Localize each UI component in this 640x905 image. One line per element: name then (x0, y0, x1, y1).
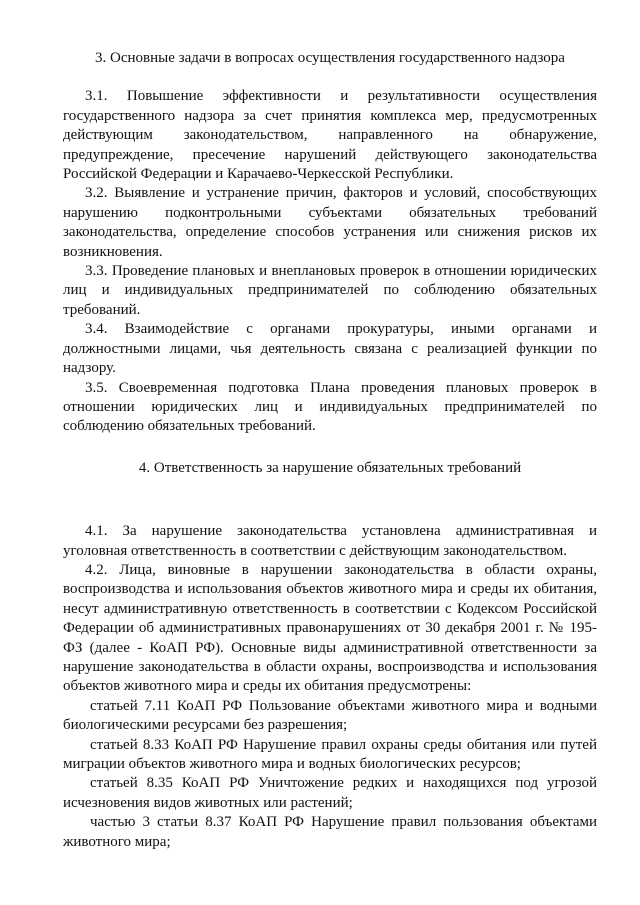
paragraph-3-5: 3.5. Своевременная подготовка Плана проведения плановых проверок в отношении юридических лиц и индивидуальных предпринимателей по соблюдению обязательных требований. (63, 379, 597, 435)
paragraph-4-2: 4.2. Лица, виновные в нарушении законодательства в области охраны, воспроизводства и использования объектов животного мира и среды их обитания, несут административную ответственность в соответствии с Кодексом Российской Федерации об административных правонарушениях от 30 декабря 2001 г. № 195-ФЗ (далее - КоАП РФ). Основные виды административной ответственности за нарушение законодательства в области охраны, воспроизводства и использования объектов животного мира и среды их обитания предусмотрены: (63, 561, 597, 695)
list-item-article-8-33: статьей 8.33 КоАП РФ Нарушение правил охраны среды обитания или путей миграции объектов животного мира и водных биологических ресурсов; (63, 736, 597, 772)
paragraph-3-3: 3.3. Проведение плановых и внеплановых проверок в отношении юридических лиц и индивидуальных предпринимателей по соблюдению обязательных требований. (63, 263, 597, 318)
paragraph-3-2: 3.2. Выявление и устранение причин, факторов и условий, способствующих нарушению подконтрольными субъектами обязательных требований законодательства, определение способов устранения или снижения рисков их возникновения. (63, 185, 597, 260)
section-4-heading: 4. Ответственность за нарушение обязательных требований (138, 459, 522, 476)
paragraph-4-1: 4.1. За нарушение законодательства установлена административная и уголовная ответственность в соответствии с действующим законодательством. (63, 523, 597, 559)
document-body (63, 49, 597, 852)
paragraph-3-1: 3.1. Повышение эффективности и результативности осуществления государственного надзора за счет принятия комплекса мер, предусмотренных действующим законодательством, направленного на обнаружение, предупреждение, пресечение нарушений действующего законодательства Российской Федерации и Карачаево-Черкесской Республики. (63, 88, 597, 183)
list-item-article-8-37: частью 3 статьи 8.37 КоАП РФ Нарушение правил пользования объектами животного мира; (63, 814, 597, 850)
list-item-article-7-11: статьей 7.11 КоАП РФ Пользование объектами животного мира и водными биологическими ресурсами без разрешения; (63, 697, 597, 734)
section-3-heading: 3. Основные задачи в вопросах осуществления государственного надзора (95, 50, 565, 66)
paragraph-3-4: 3.4. Взаимодействие с органами прокуратуры, иными органами и должностными лицами, чья деятельность связана с реализацией функции по надзору. (63, 321, 597, 377)
list-item-article-8-35: статьей 8.35 КоАП РФ Уничтожение редких и находящихся под угрозой исчезновения видов животных или растений; (63, 775, 597, 811)
